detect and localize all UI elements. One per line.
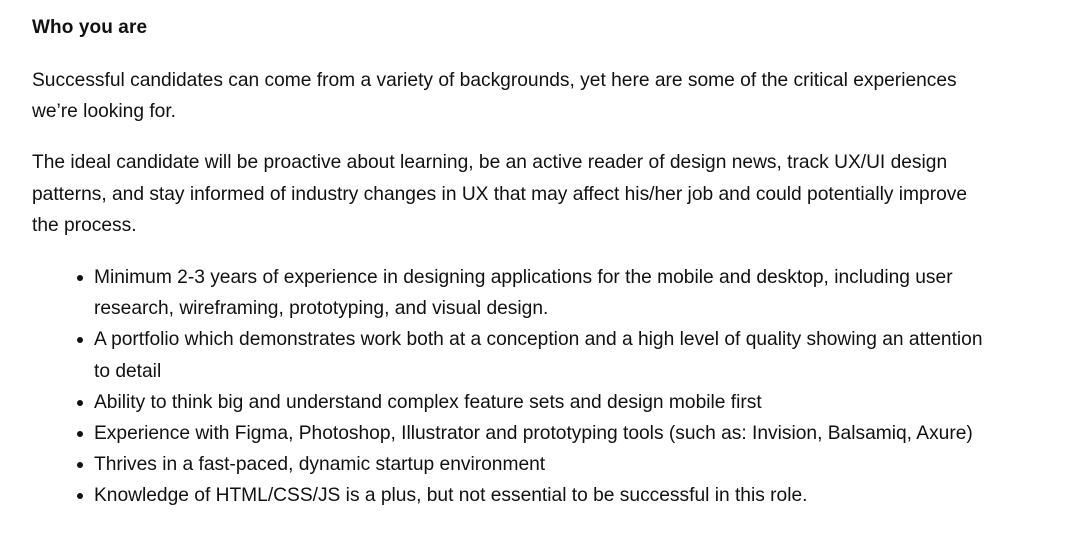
section-heading: Who you are <box>32 17 148 38</box>
requirement-item: Knowledge of HTML/CSS/JS is a plus, but not essential to be successful in this role. <box>94 480 994 511</box>
requirement-item: A portfolio which demonstrates work both at a conception and a high level of quality showing an attention to detail <box>94 324 994 386</box>
requirement-item: Ability to think big and understand complex feature sets and design mobile first <box>94 387 994 418</box>
requirements-list <box>32 262 994 512</box>
ideal-candidate-paragraph: The ideal candidate will be proactive about learning, be an active reader of design news, track UX/UI design patterns, and stay informed of industry changes in UX that may affect his/her job and could potentially improve the process. <box>32 152 968 236</box>
requirement-item: Minimum 2-3 years of experience in designing applications for the mobile and desktop, including user research, wireframing, prototyping, and visual design. <box>94 262 994 324</box>
requirement-item: Experience with Figma, Photoshop, Illustrator and prototyping tools (such as: Invision, Balsamiq, Axure) <box>94 418 994 449</box>
requirement-item: Thrives in a fast-paced, dynamic startup environment <box>94 449 994 480</box>
intro-paragraph: Successful candidates can come from a variety of backgrounds, yet here are some of the critical experiences we’re looking for. <box>32 70 957 123</box>
